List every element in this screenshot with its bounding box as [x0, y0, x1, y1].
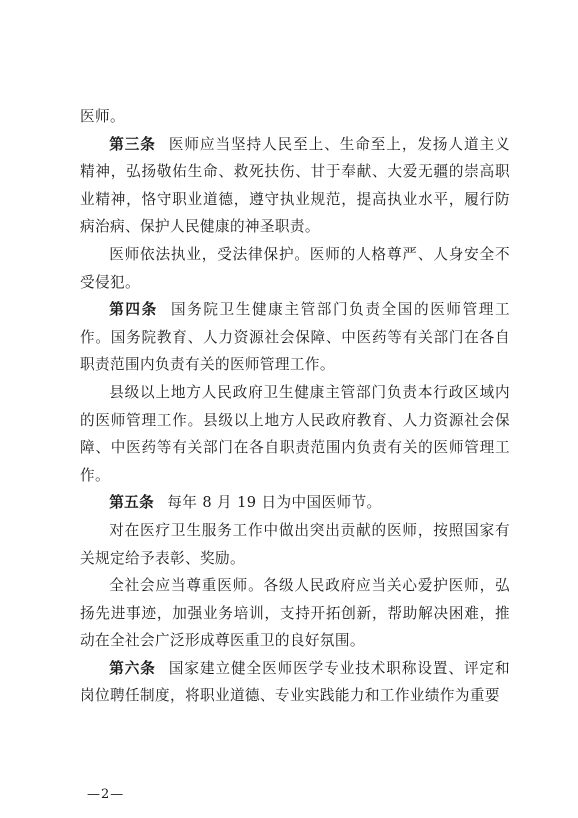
paragraph-2-text: 医师应当坚持人民至上、生命至上，发扬人道主义精神，弘扬敬佑生命、救死扶伤、甘于奉献、大爱无疆的崇高职业精神，恪守职业道德，遵守执业规范，提高执业水平，履行防病治病、保护人民健康的神圣职责。	[80, 135, 510, 236]
page-number: —2—	[87, 787, 125, 802]
paragraph-4	[80, 296, 510, 379]
paragraph-7-text: 对在医疗卫生服务工作中做出突出贡献的医师，按照国家有关规定给予表彰、奖励。	[80, 521, 510, 567]
article-3-heading: 第三条	[109, 135, 156, 153]
paragraph-7	[80, 517, 510, 572]
paragraph-3-text: 医师依法执业，受法律保护。医师的人格尊严、人身安全不受侵犯。	[80, 245, 510, 291]
paragraph-9	[80, 655, 510, 710]
paragraph-2	[80, 131, 510, 241]
article-6-heading: 第六条	[109, 659, 156, 677]
paragraph-1	[80, 103, 510, 131]
paragraph-8	[80, 572, 510, 655]
paragraph-3	[80, 241, 510, 296]
document-body	[80, 103, 510, 710]
article-5-heading: 第五条	[109, 494, 155, 512]
paragraph-6	[80, 489, 510, 517]
paragraph-6-text: 每年 8 月 19 日为中国医师节。	[167, 494, 382, 512]
paragraph-1-text: 医师。	[80, 108, 125, 125]
paragraph-9-text: 国家建立健全医师医学专业技术职称设置、评定和岗位聘任制度，将职业道德、专业实践能力和工作业绩作为重要	[80, 659, 510, 705]
paragraph-5	[80, 379, 510, 489]
article-4-heading: 第四条	[109, 301, 158, 319]
paragraph-5-text: 县级以上地方人民政府卫生健康主管部门负责本行政区域内的医师管理工作。县级以上地方人民政府教育、人力资源社会保障、中医药等有关部门在各自职责范围内负责有关的医师管理工作。	[80, 383, 510, 484]
paragraph-4-text: 国务院卫生健康主管部门负责全国的医师管理工作。国务院教育、人力资源社会保障、中医药等有关部门在各自职责范围内负责有关的医师管理工作。	[80, 301, 511, 374]
paragraph-8-text: 全社会应当尊重医师。各级人民政府应当关心爱护医师，弘扬先进事迹，加强业务培训，支持开拓创新，帮助解决困难，推动在全社会广泛形成尊医重卫的良好氛围。	[80, 577, 510, 650]
